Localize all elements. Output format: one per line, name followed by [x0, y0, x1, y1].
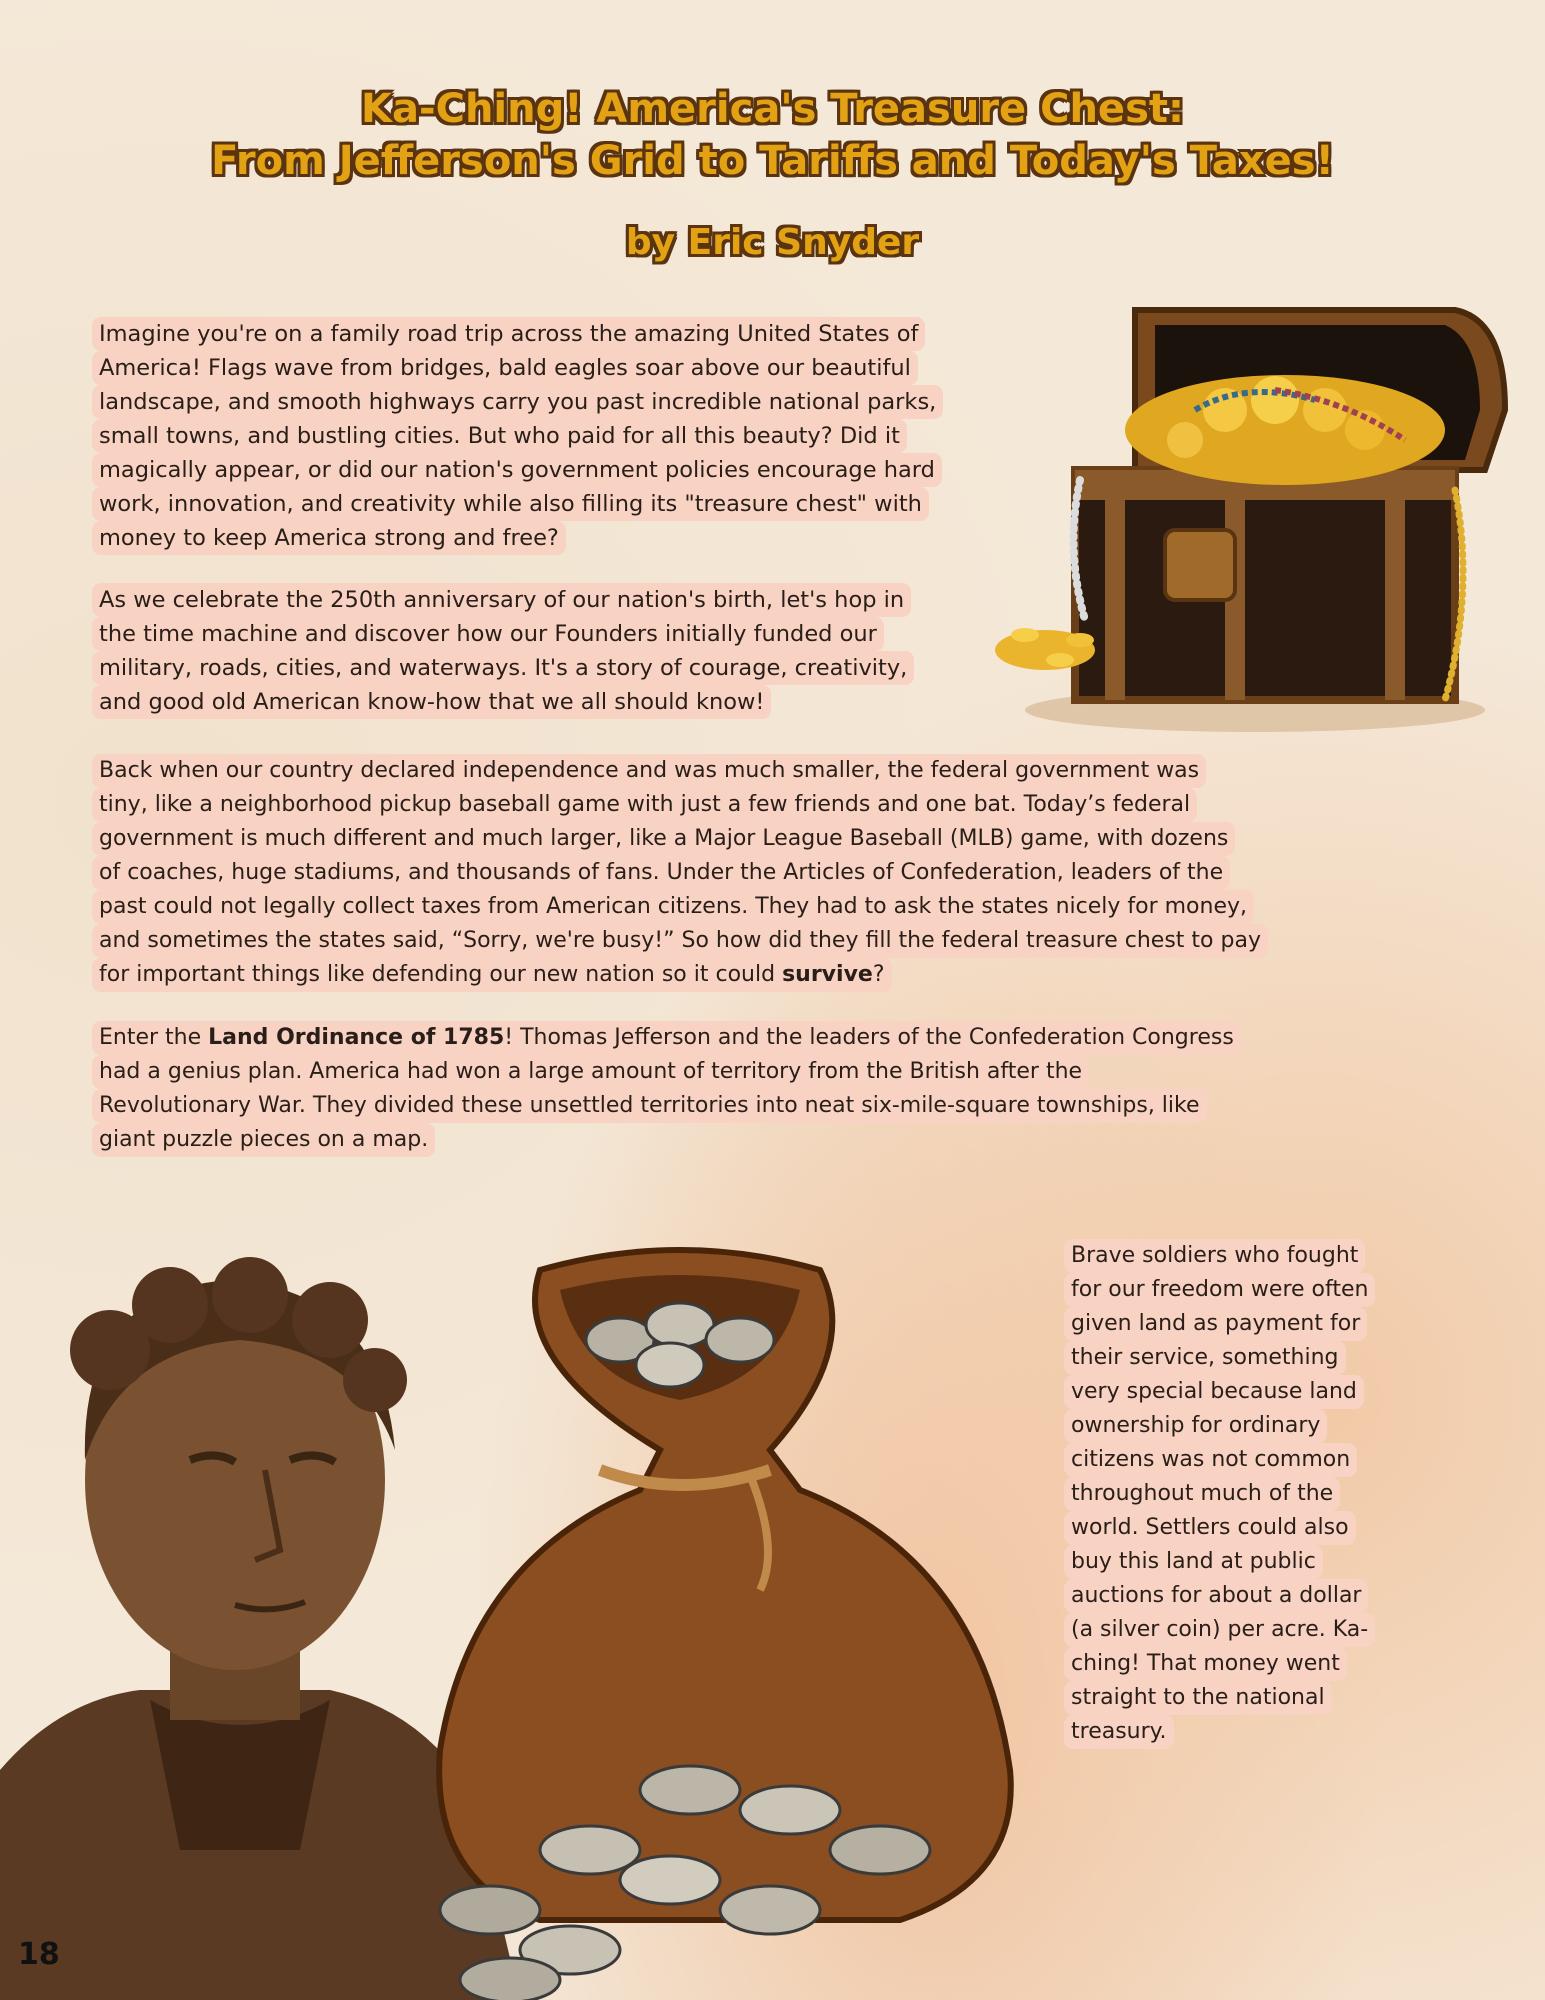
- text-line: given land as payment for: [1064, 1307, 1367, 1341]
- text-line: Revolutionary War. They divided these unsettled territories into neat six-mile-square townships, like: [92, 1089, 1207, 1123]
- text-line: military, roads, cities, and waterways. It's a story of courage, creativity,: [92, 651, 914, 685]
- text-line: very special because land: [1064, 1375, 1364, 1409]
- text-line: Imagine you're on a family road trip across the amazing United States of: [92, 317, 925, 351]
- text-line: [92, 1021, 1241, 1055]
- text-line: buy this land at public: [1064, 1545, 1323, 1579]
- text-line: citizens was not common: [1064, 1443, 1357, 1477]
- text-line: Back when our country declared independence and was much smaller, the federal government was: [92, 754, 1206, 788]
- bold-term-land-ordinance: Land Ordinance of 1785: [208, 1025, 505, 1050]
- text-line: had a genius plan. America had won a large amount of territory from the British after the: [92, 1055, 1089, 1089]
- text-segment: for important things like defending our new nation so it could: [99, 962, 783, 987]
- text-line: (a silver coin) per acre. Ka-: [1064, 1613, 1375, 1647]
- text-line: ching! That money went: [1064, 1647, 1347, 1681]
- text-line: tiny, like a neighborhood pickup baseball game with just a few friends and one bat. Today’s federal: [92, 788, 1197, 822]
- byline: by Eric Snyder: [625, 222, 920, 263]
- text-segment: Enter the: [99, 1025, 209, 1050]
- land-ordinance-paragraph: [92, 1021, 1241, 1157]
- text-segment: ?: [872, 962, 885, 987]
- text-line: the time machine and discover how our Founders initially funded our: [92, 617, 884, 651]
- page-number: 18: [18, 1937, 60, 1972]
- text-line: ownership for ordinary: [1064, 1409, 1327, 1443]
- text-line: and sometimes the states said, “Sorry, we're busy!” So how did they fill the federal treasure chest to pay: [92, 924, 1268, 958]
- text-line: [92, 958, 892, 992]
- text-line: their service, something: [1064, 1341, 1346, 1375]
- title-line-2: From Jefferson's Grid to Tariffs and Today's Taxes!: [211, 138, 1334, 184]
- text-line: past could not legally collect taxes from American citizens. They had to ask the states nicely for money,: [92, 890, 1254, 924]
- coin-bag-image: [420, 1230, 1020, 2000]
- intro-paragraph: [92, 317, 943, 555]
- bold-term-survive: survive: [782, 962, 873, 987]
- text-line: world. Settlers could also: [1064, 1511, 1356, 1545]
- text-line: Brave soldiers who fought: [1064, 1239, 1365, 1273]
- text-line: straight to the national: [1064, 1681, 1332, 1715]
- anniversary-paragraph: [92, 583, 914, 719]
- text-line: and good old American know-how that we all should know!: [92, 685, 771, 719]
- text-line: As we celebrate the 250th anniversary of our nation's birth, let's hop in: [92, 583, 911, 617]
- text-line: small towns, and bustling cities. But who paid for all this beauty? Did it: [92, 419, 907, 453]
- text-line: America! Flags wave from bridges, bald eagles soar above our beautiful: [92, 351, 918, 385]
- treasure-chest-image: [985, 290, 1515, 740]
- text-line: magically appear, or did our nation's government policies encourage hard: [92, 453, 942, 487]
- text-line: money to keep America strong and free?: [92, 521, 566, 555]
- text-segment: ! Thomas Jefferson and the leaders of the Confederation Congress: [504, 1025, 1234, 1050]
- text-line: auctions for about a dollar: [1064, 1579, 1368, 1613]
- soldiers-land-paragraph: [1064, 1239, 1375, 1749]
- text-line: of coaches, huge stadiums, and thousands of fans. Under the Articles of Confederation, leaders of the: [92, 856, 1230, 890]
- independence-paragraph: [92, 754, 1268, 992]
- text-line: treasury.: [1064, 1715, 1174, 1749]
- text-line: government is much different and much larger, like a Major League Baseball (MLB) game, with dozens: [92, 822, 1235, 856]
- text-line: giant puzzle pieces on a map.: [92, 1123, 435, 1157]
- text-line: landscape, and smooth highways carry you past incredible national parks,: [92, 385, 943, 419]
- text-line: throughout much of the: [1064, 1477, 1340, 1511]
- text-line: for our freedom were often: [1064, 1273, 1375, 1307]
- title-line-1: Ka-Ching! America's Treasure Chest:: [361, 86, 1184, 132]
- text-line: work, innovation, and creativity while also filling its "treasure chest" with: [92, 487, 929, 521]
